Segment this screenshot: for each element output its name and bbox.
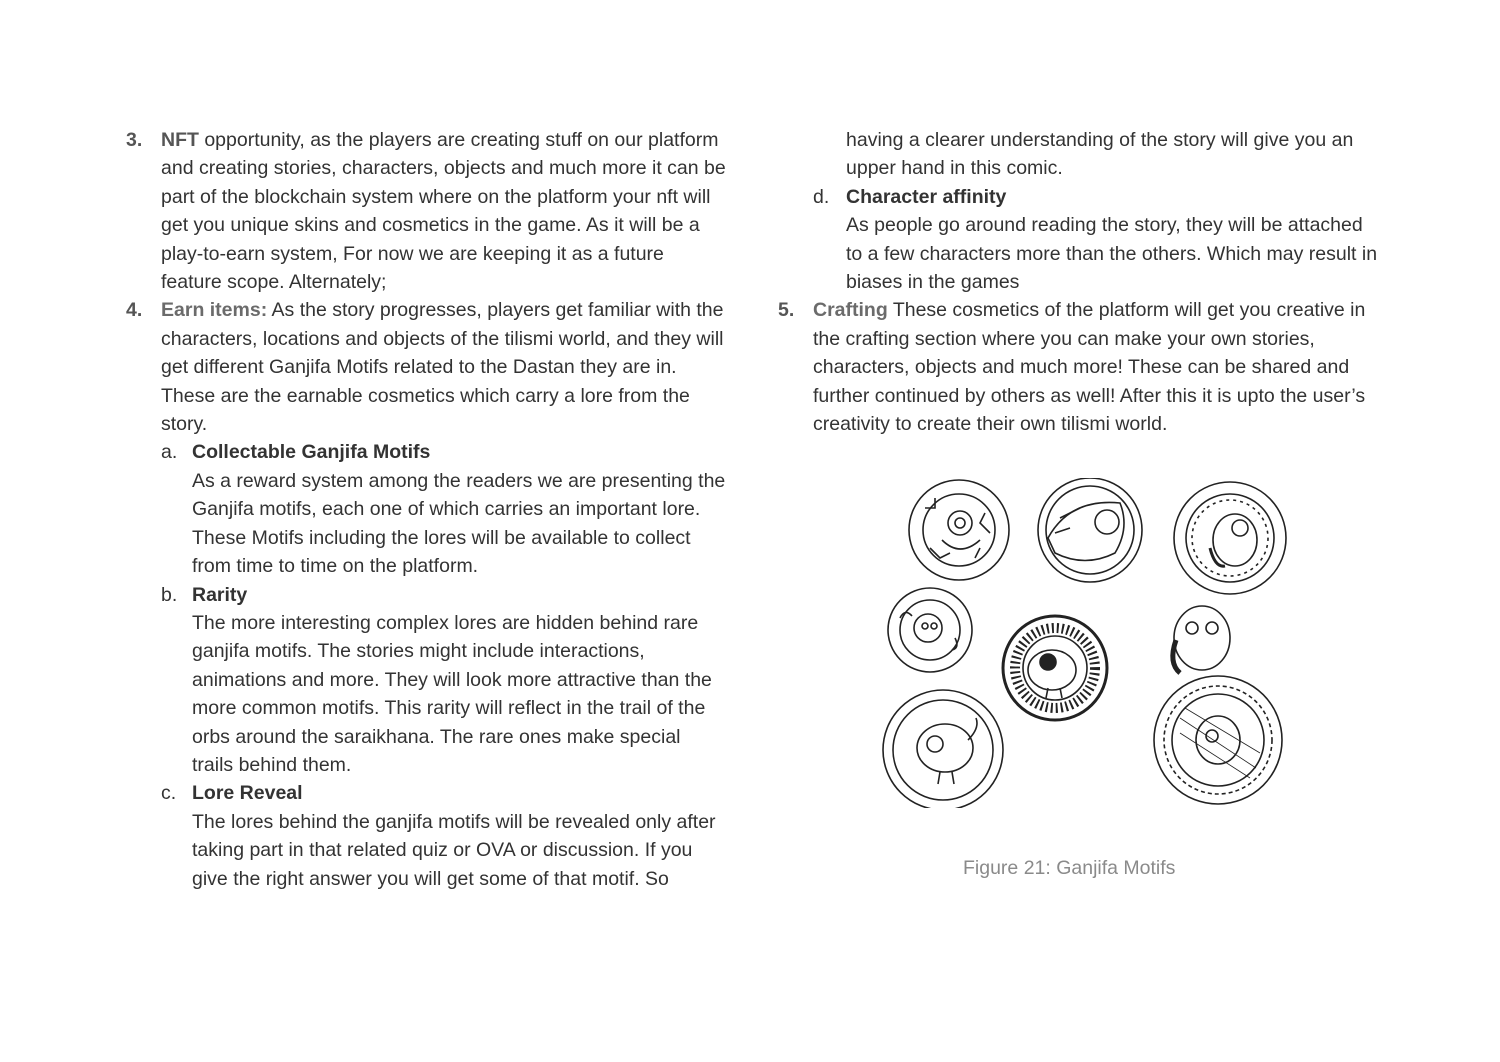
sub-letter: c. xyxy=(161,782,177,805)
continuation-text: having a clearer understanding of the story will give you an upper hand in this comic. xyxy=(846,129,1354,180)
sub-text: The more interesting complex lores are hidden behind rare ganjifa motifs. The stories might include interactions, animations and more. They will look more attractive than the more common motifs. This rarity will reflect in the trail of the orbs around the saraikhana. The rare ones make special trails behind them. xyxy=(192,611,712,776)
sub-text: As a reward system among the readers we are presenting the Ganjifa motifs, each one of which carries an important lore. These Motifs including the lores will be available to collect from time to time on the platform. xyxy=(192,469,726,578)
right-column xyxy=(778,126,1378,438)
item-text: opportunity, as the players are creating stuff on our platform and creating stories, characters, objects and much more it can be part of the blockchain system where on the platform your nft will get you unique skins and cosmetics in the game. As it will be a play-to-earn system, For now we are keeping it as a future feature scope. Alternately; xyxy=(161,129,726,294)
motif-1 xyxy=(909,480,1009,580)
sub-title: Lore Reveal xyxy=(192,782,303,805)
sub-item-a xyxy=(161,438,726,580)
figure-caption: Figure 21: Ganjifa Motifs xyxy=(963,857,1176,879)
sub-item-b xyxy=(161,581,726,780)
sub-title: Rarity xyxy=(192,583,248,606)
item-lead: Earn items: xyxy=(161,299,268,322)
motif-5 xyxy=(1003,616,1107,720)
list-item-3 xyxy=(126,126,726,296)
sub-title: Character affinity xyxy=(846,185,1007,208)
motif-sketches xyxy=(880,478,1290,808)
item-lead: Crafting xyxy=(813,299,888,322)
sub-text: As people go around reading the story, they will be attached to a few characters more than the others. Which may result in biases in the games xyxy=(846,214,1378,294)
item-number: 3. xyxy=(126,129,143,151)
ganjifa-motifs-figure xyxy=(880,478,1290,808)
motif-6 xyxy=(1154,606,1282,804)
left-column xyxy=(126,126,726,893)
item-number: 5. xyxy=(778,299,795,322)
sub-letter: a. xyxy=(161,441,178,464)
sub-item-d xyxy=(813,183,1378,297)
item-number: 4. xyxy=(126,299,143,322)
motif-4 xyxy=(888,588,972,672)
list-item-4 xyxy=(126,296,726,893)
sub-title: Collectable Ganjifa Motifs xyxy=(192,441,431,464)
sub-text: The lores behind the ganjifa motifs will be revealed only after taking part in that related quiz or OVA or discussion. If you give the right answer you will get some of that motif. So xyxy=(192,810,716,890)
motif-2 xyxy=(1038,478,1142,582)
item-text: As the story progresses, players get familiar with the characters, locations and objects of the tilismi world, and they will get different Ganjifa Motifs related to the Dastan they are in. These are the earnable cosmetics which carry a lore from the story. xyxy=(161,299,724,436)
motif-3 xyxy=(1174,482,1286,594)
sub-letter: d. xyxy=(813,185,830,208)
motif-7 xyxy=(883,690,1003,808)
list-item-5 xyxy=(778,296,1378,438)
item-text: These cosmetics of the platform will get you creative in the crafting section where you can make your own stories, characters, objects and much more! These can be shared and further continued by others as well! After this it is upto the user’s creativity to create their own tilismi world. xyxy=(813,299,1366,436)
sub-item-c xyxy=(161,779,726,893)
sub-letter: b. xyxy=(161,583,178,606)
item-lead: NFT xyxy=(161,129,199,151)
